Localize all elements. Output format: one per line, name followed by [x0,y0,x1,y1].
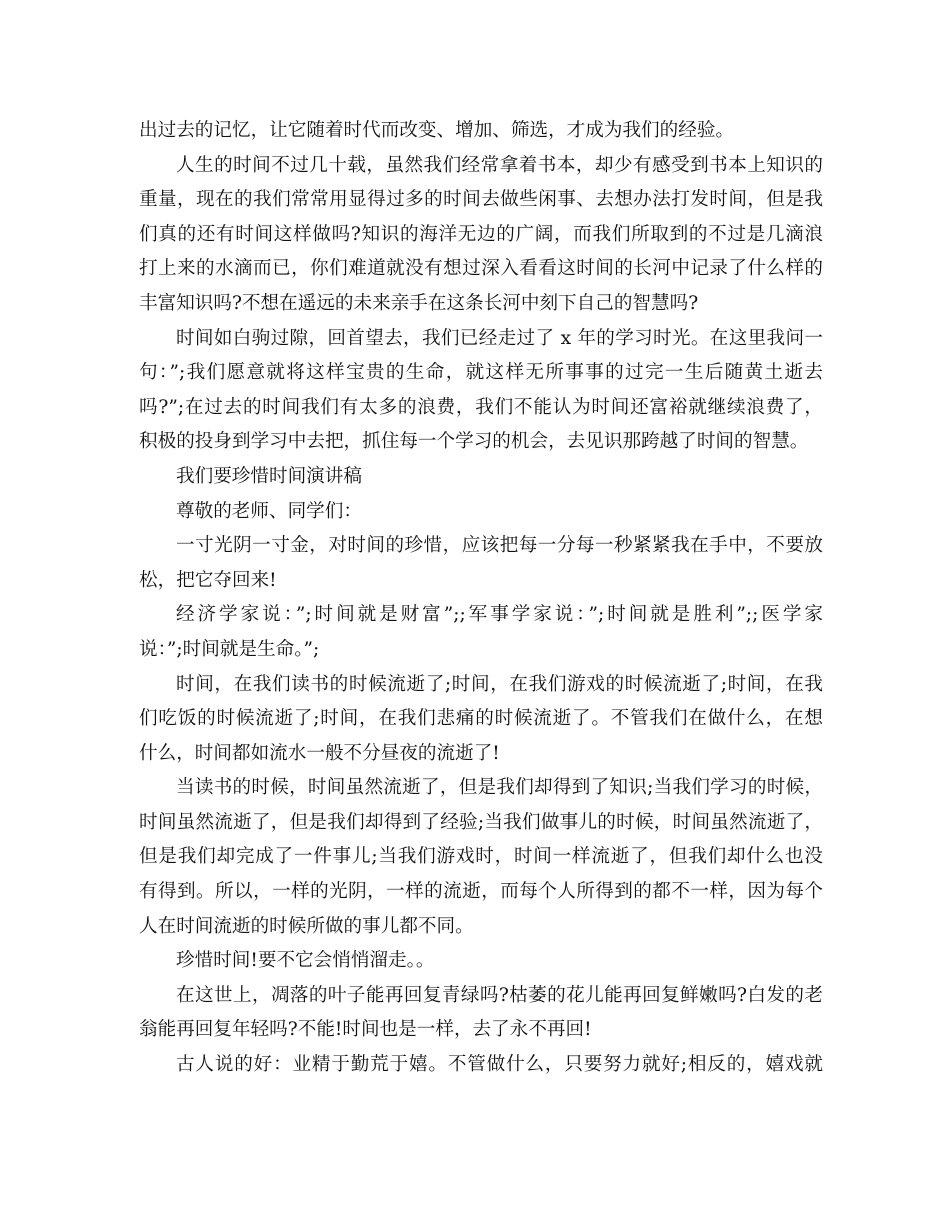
text-line: 人在时间流逝的时候所做的事儿都不同。 [139,915,474,937]
text-line: 有得到。所以，一样的光阴，一样的流逝，而每个人所得到的都不一样，因为每个 [139,881,823,903]
text-line: 句：”;我们愿意就将这样宝贵的生命，就这样无所事事的过完一生后随黄土逝去 [139,362,823,384]
text-line: 尊敬的老师、同学们： [176,500,362,522]
text-line: 丰富知识吗?不想在遥远的未来亲手在这条长河中刻下自己的智慧吗? [139,292,699,314]
text-line: 说：”;时间就是生命。”; [139,638,320,660]
text-line: 翁能再回复年轻吗?不能!时间也是一样，去了永不再回! [139,1019,592,1041]
text-line: 出过去的记忆，让它随着时代而改变、增加、筛选，才成为我们的经验。 [139,120,735,141]
text-line: 当读书的时候，时间虽然流逝了，但是我们却得到了知识;当我们学习的时候， [176,777,823,799]
text-line: 什么，时间都如流水一般不分昼夜的流逝了! [139,742,500,764]
text-line: 人生的时间不过几十载，虽然我们经常拿着书本，却少有感受到书本上知识的 [176,154,823,176]
text-line: 经济学家说：”;时间就是财富”;;军事学家说：”;时间就是胜利”;;医学家 [176,604,823,626]
text-line: 松，把它夺回来! [139,569,277,591]
text-line: 一寸光阴一寸金，对时间的珍惜，应该把每一分每一秒紧紧我在手中，不要放 [176,535,823,557]
text-line: 古人说的好：业精于勤荒于嬉。不管做什么，只要努力就好;相反的，嬉戏就 [176,1054,823,1076]
text-line: 打上来的水滴而已，你们难道就没有想过深入看看这时间的长河中记录了什么样的 [139,258,823,280]
text-line: 时间，在我们读书的时候流逝了;时间，在我们游戏的时候流逝了;时间，在我 [176,673,823,695]
text-line: 珍惜时间!要不它会悄悄溜走。。 [176,950,435,972]
text-line: 时间虽然流逝了，但是我们却得到了经验;当我们做事儿的时候，时间虽然流逝了， [139,811,823,833]
text-line: 们吃饭的时候流逝了;时间，在我们悲痛的时候流逝了。不管我们在做什么，在想 [139,708,823,730]
text-line: 在这世上，凋落的叶子能再回复青绿吗?枯萎的花儿能再回复鲜嫩吗?白发的老 [176,984,823,1006]
text-line: 重量，现在的我们常常用显得过多的时间去做些闲事、去想办法打发时间，但是我 [139,189,823,211]
document-body [139,114,823,1083]
text-line: 们真的还有时间这样做吗?知识的海洋无边的广阔，而我们所取到的不过是几滴浪 [139,223,823,245]
text-line: 时间如白驹过隙，回首望去，我们已经走过了 x 年的学习时光。在这里我问一 [176,327,823,349]
text-line: 但是我们却完成了一件事儿;当我们游戏时，时间一样流逝了，但我们却什么也没 [139,846,823,868]
text-line: 积极的投身到学习中去把，抓住每一个学习的机会，去见识那跨越了时间的智慧。 [139,431,809,453]
text-line: 吗?”;在过去的时间我们有太多的浪费，我们不能认为时间还富裕就继续浪费了， [139,396,823,418]
text-line: 我们要珍惜时间演讲稿 [176,465,362,487]
